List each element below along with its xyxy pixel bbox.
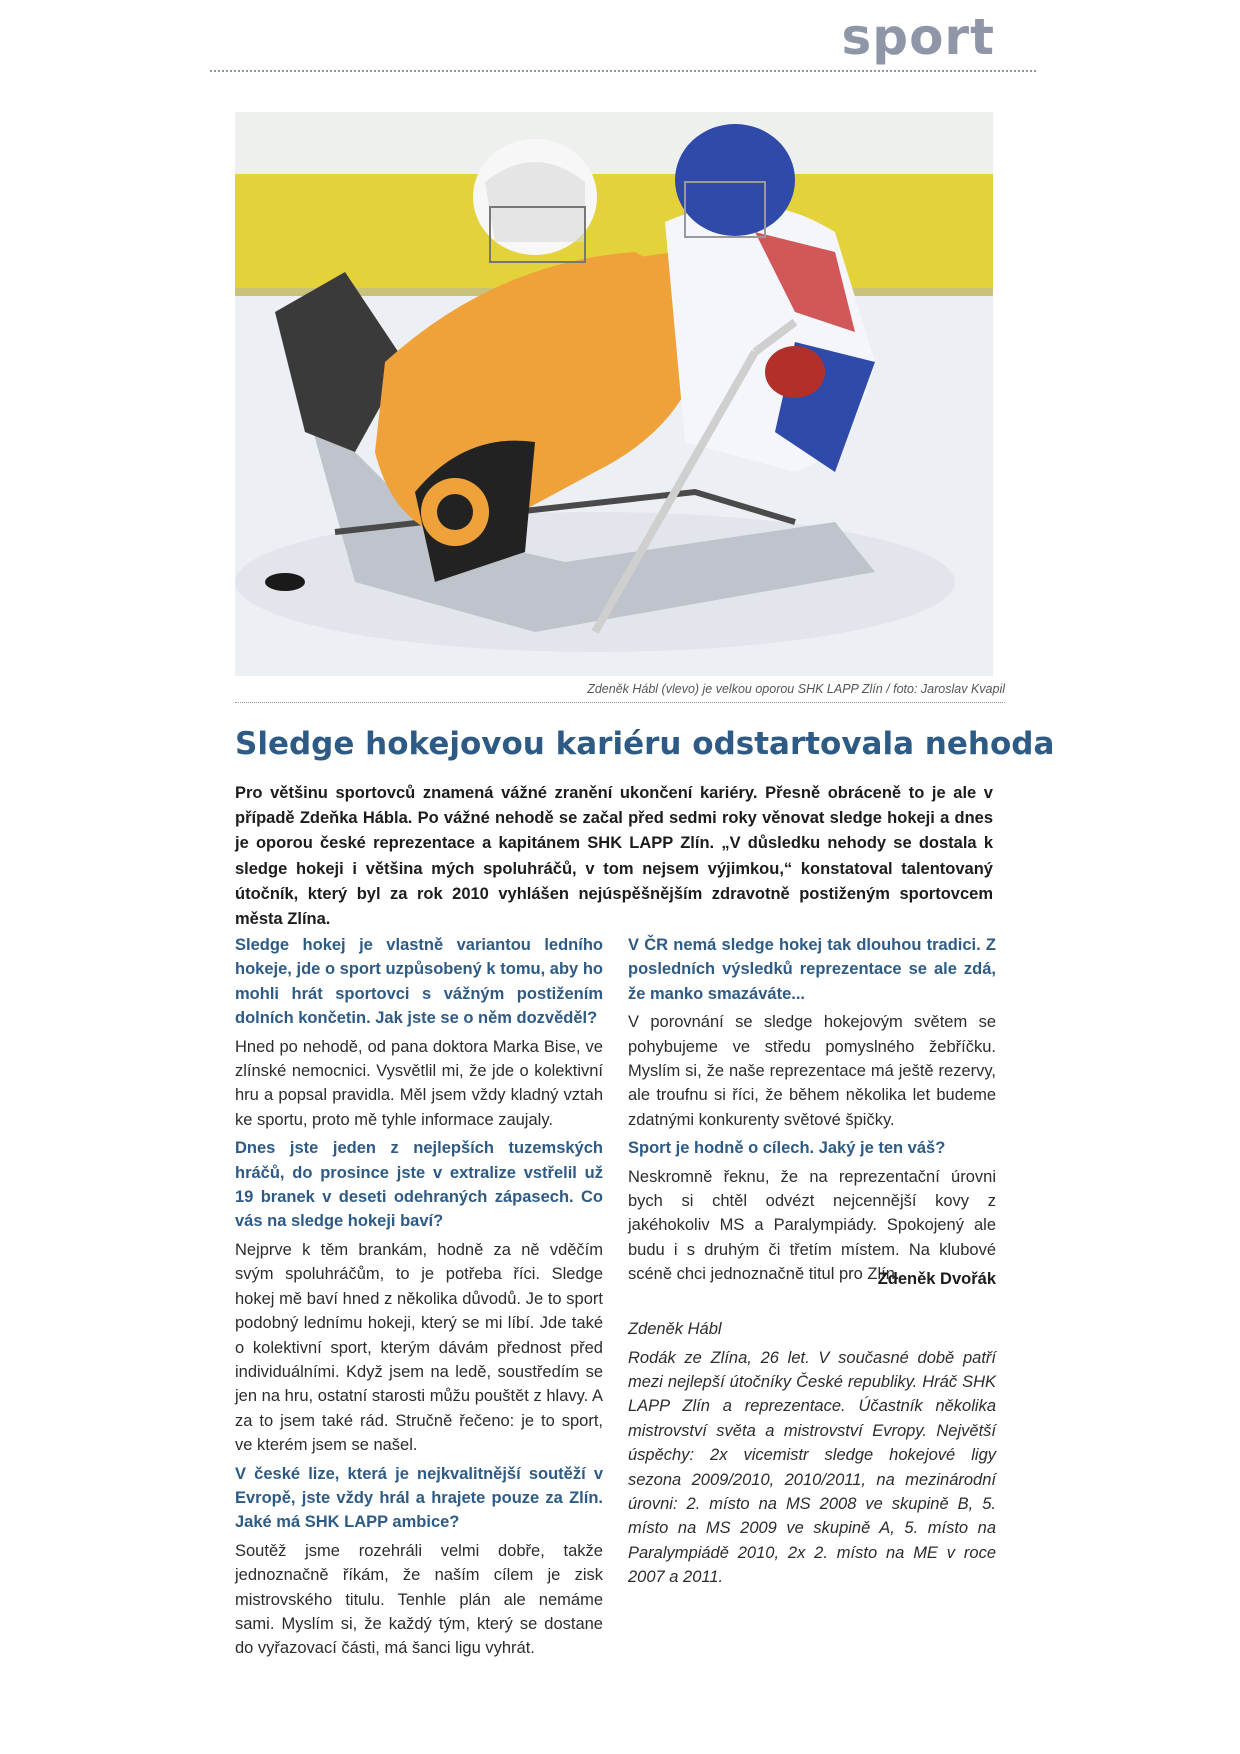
sledge-hockey-illustration [235,112,993,676]
interview-answer-1: Hned po nehodě, od pana doktora Marka Bise, ve zlínské nemocnici. Vysvětlil mi, že jde o kolektivní hru a popsal pravidla. Měl jsem vždy kladný vztah ke sportu, proto mě tyhle informace zaujaly. [235,1037,603,1129]
interview-answer-4: V porovnání se sledge hokejovým světem se pohybujeme ve středu pomyslného žebříčku. Myslím si, že naše reprezentace má ještě rezervy, ale troufnu si říci, že během několika let budeme zdatnými konkurenty světové špičky. [628,1013,996,1129]
section-label: sport [841,8,995,66]
interview-question-4: V ČR nemá sledge hokej tak dlouhou tradici. Z posledních výsledků reprezentace se ale zdá, že manko smazáváte... [628,936,996,1003]
interview-answer-3: Soutěž jsme rozehráli velmi dobře, takže jednoznačně říkám, že naším cílem je zisk mistrovského titulu. Tenhle plán ale nemáme sami. Myslím si, že každý tým, který se dostane do vyřazovací části, má šanci ligu vyhrát. [235,1541,603,1658]
article-column-right [628,933,996,1594]
bio-text: Rodák ze Zlína, 26 let. V současné době patří mezi nejlepší útočníky České republiky. Hráč SHK LAPP Zlín a reprezentace. Účastník několika mistrovství světa a mistrovství Evropy. Největší úspěchy: 2x vicemistr sledge hokejové ligy sezona 2009/2010, 2010/2011, na mezinárodní úrovni: 2. místo na MS 2008 ve skupině B, 5. místo na MS 2009 ve skupině A, 5. místo na Paralympiádě 2010, 2x 2. místo na ME v roce 2007 a 2011. [628,1348,996,1587]
header-divider [210,70,1036,72]
interview-answer-5: Neskromně řeknu, že na reprezentační úrovni bych si chtěl odvézt nejcennější kovy z jakéhokoliv MS a Paralympiády. Spokojený ale budu i s druhým či třetím místem. Na klubové scéně chci jednoznačně titul pro Zlín. [628,1167,996,1284]
article-photo [235,112,993,676]
puck-shape [265,573,305,591]
interview-question-1: Sledge hokej je vlastně variantou ledního hokeje, jde o sport uzpůsobený k tomu, aby ho mohli hrát sportovci s vážným postižením dolních končetin. Jak jste se o něm dozvěděl? [235,936,603,1028]
article-column-left [235,933,603,1665]
interview-question-3: V české lize, která je nejkvalitnější soutěží v Evropě, jste vždy hrál a hrajete pouze za Zlín. Jaké má SHK LAPP ambice? [235,1464,603,1532]
bio-name: Zdeněk Hábl [628,1320,722,1339]
photo-caption: Zdeněk Hábl (vlevo) je velkou oporou SHK LAPP Zlín / foto: Jaroslav Kvapil [587,682,1005,696]
interview-answer-2: Nejprve k těm brankám, hodně za ně vděčím svým spoluhráčům, to je potřeba říci. Sledge hokej mě baví hned z několika důvodů. Je to sport podobný lednímu hokeji, který se mi líbí. Jde také o kolektivní sport, kterým dávám přednost před individuálními. Když jsem na ledě, soustředím se jen na hru, ostatní starosti můžu pouštět z hlavy. A za to jsem také rád. Stručně řečeno: je to sport, ve kterém jsem se našel. [235,1240,603,1455]
interview-question-5: Sport je hodně o cílech. Jaký je ten váš? [628,1139,946,1158]
article-author: Zdeněk Dvořák [877,1269,996,1288]
interview-question-2: Dnes jste jeden z nejlepších tuzemských hráčů, do prosince jste v extralize vstřelil už 19 branek v deseti odehraných zápasech. Co vás na sledge hokeji baví? [235,1139,603,1231]
article-headline: Sledge hokejovou kariéru odstartovala nehoda [235,726,1055,762]
caption-divider [235,702,1005,703]
article-lead: Pro většinu sportovců znamená vážné zranění ukončení kariéry. Přesně obráceně to je ale v případě Zdeňka Hábla. Po vážné nehodě se začal před sedmi roky věnovat sledge hokeji a dnes je oporou české reprezentace a kapitánem SHK LAPP Zlín. „V důsledku nehody se dostala k sledge hokeji i většina mých spoluhráčů, v tom nejsem výjimkou,“ konstatoval talentovaný útočník, který byl za rok 2010 vyhlášen nejúspěšnějším zdravotně postiženým sportovcem města Zlína. [235,784,993,929]
